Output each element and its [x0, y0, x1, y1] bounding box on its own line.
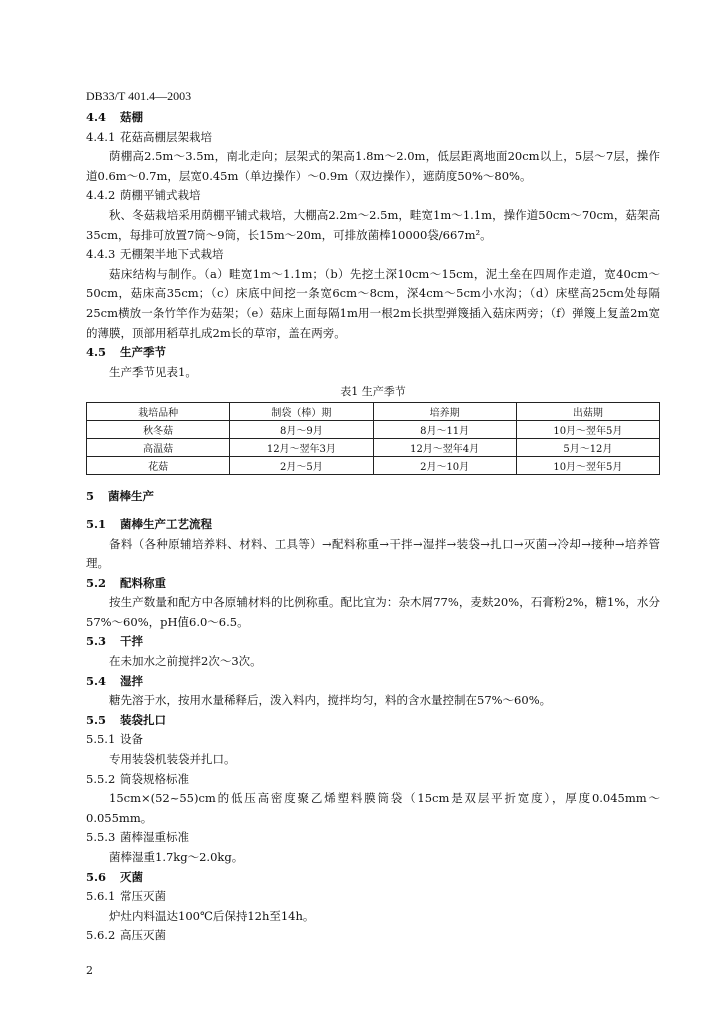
table-cell: 10月～翌年5月 [516, 421, 659, 439]
heading-5-4: 5.4 湿拌 [86, 673, 143, 688]
table-cell: 秋冬菇 [87, 421, 230, 439]
heading-4-5: 4.5 生产季节 [86, 345, 166, 360]
paragraph-5-5-2: 15cm×(52~55)cm的低压高密度聚乙烯塑料膜筒袋（15cm是双层平折宽度），厚度0.045mm～0.055mm。 [86, 791, 660, 825]
table-cell: 花菇 [87, 457, 230, 475]
table-row [87, 421, 660, 439]
table-header-cell: 栽培品种 [87, 403, 230, 421]
table-cell: 高温菇 [87, 439, 230, 457]
document-body [86, 108, 660, 946]
heading-5-2: 5.2 配料称重 [86, 575, 166, 590]
paragraph-5-2: 按生产数量和配方中各原辅材料的比例称重。配比宜为：杂木屑77%，麦麸20%，石膏粉2%，糖1%，水分57%～60%，pH值6.0～6.5。 [86, 595, 660, 629]
table-header-cell: 培养期 [373, 403, 516, 421]
heading-5-6-2: 5.6.2 高压灭菌 [86, 928, 166, 943]
heading-4-4-2: 4.4.2 荫棚平铺式栽培 [86, 188, 201, 203]
spacer [86, 507, 660, 515]
heading-5-5-3: 5.5.3 菌棒湿重标准 [86, 830, 189, 845]
heading-5-5: 5.5 装袋扎口 [86, 712, 166, 727]
table-header-row [87, 403, 660, 421]
heading-4-4-1: 4.4.1 花菇高棚层架栽培 [86, 129, 212, 144]
heading-5-5-1: 5.5.1 设备 [86, 732, 143, 747]
table-cell: 12月～翌年4月 [373, 439, 516, 457]
heading-5-6: 5.6 灭菌 [86, 869, 143, 884]
paragraph-4-4-2: 秋、冬菇栽培采用荫棚平铺式栽培，大棚高2.2m～2.5m，畦宽1m～1.1m，操作道50cm～70cm，菇架高35cm，每排可放置7筒～9筒，长15m～20m，可排放菌棒10000袋/667m²。 [86, 207, 660, 242]
paragraph-4-4-1: 荫棚高2.5m～3.5m，南北走向；层架式的架高1.8m～2.0m，低层距离地面20cm以上，5层～7层，操作道0.6m～0.7m，层宽0.45m（单边操作）～0.9m（双边操作），遮荫度50%～80%。 [86, 149, 660, 183]
table-cell: 2月～10月 [373, 457, 516, 475]
paragraph-4-4-3: 菇床结构与制作。（a）畦宽1m～1.1m；（b）先挖土深10cm～15cm，泥土垒在四周作走道，宽40cm～50cm，菇床高35cm；（c）床底中间挖一条宽6cm～8cm，深4cm～5cm小水沟；（d）床壁高25cm处每隔25cm横放一条竹竿作为菇架；（e）菇床上面每隔1m用一根2m长拱型弹篾插入菇床两旁；（f）弹篾上复盖2m宽的薄膜，顶部用稻草扎成2m长的草帘，盖在两旁。 [86, 266, 660, 340]
heading-5-1: 5.1 菌棒生产工艺流程 [86, 516, 212, 531]
table-cell: 8月～11月 [373, 421, 516, 439]
table-caption: 表1 生产季节 [340, 385, 406, 399]
paragraph-5-4: 糖先溶于水，按用水量稀释后，泼入料内，搅拌均匀，料的含水量控制在57%～60%。 [109, 693, 552, 708]
page-number: 2 [86, 964, 93, 977]
heading-5-3: 5.3 干拌 [86, 634, 143, 649]
heading-4-4-3: 4.4.3 无棚架半地下式栽培 [86, 247, 224, 262]
table-cell: 8月～9月 [230, 421, 373, 439]
table-row [87, 457, 660, 475]
table-header-cell: 出菇期 [516, 403, 659, 421]
paragraph-5-5-3: 菌棒湿重1.7kg～2.0kg。 [109, 850, 244, 864]
heading-5: 5 菌棒生产 [86, 489, 154, 504]
heading-5-6-1: 5.6.1 常压灭菌 [86, 889, 166, 904]
heading-5-5-2: 5.5.2 筒袋规格标准 [86, 771, 189, 786]
document-id: DB33/T 401.4—2003 [86, 89, 192, 103]
heading-4-4: 4.4 菇棚 [86, 110, 143, 124]
table-header-cell: 制袋（棒）期 [230, 403, 373, 421]
table-cell: 12月～翌年3月 [230, 439, 373, 457]
paragraph-5-1: 备料（各种原辅培养料、材料、工具等）→配料称重→干拌→湿拌→装袋→扎口→灭菌→冷却→接种→培养管理。 [86, 536, 660, 571]
paragraph-5-6-1: 炉灶内料温达100℃后保持12h至14h。 [109, 908, 315, 923]
paragraph-5-5-1: 专用装袋机装袋并扎口。 [109, 752, 236, 767]
paragraph-5-3: 在未加水之前搅拌2次～3次。 [109, 654, 262, 669]
table-cell: 10月～翌年5月 [516, 457, 659, 475]
table-row [87, 439, 660, 457]
table-cell: 5月～12月 [516, 439, 659, 457]
paragraph-4-5: 生产季节见表1。 [109, 364, 197, 379]
production-season-table [86, 402, 660, 475]
table-cell: 2月～5月 [230, 457, 373, 475]
